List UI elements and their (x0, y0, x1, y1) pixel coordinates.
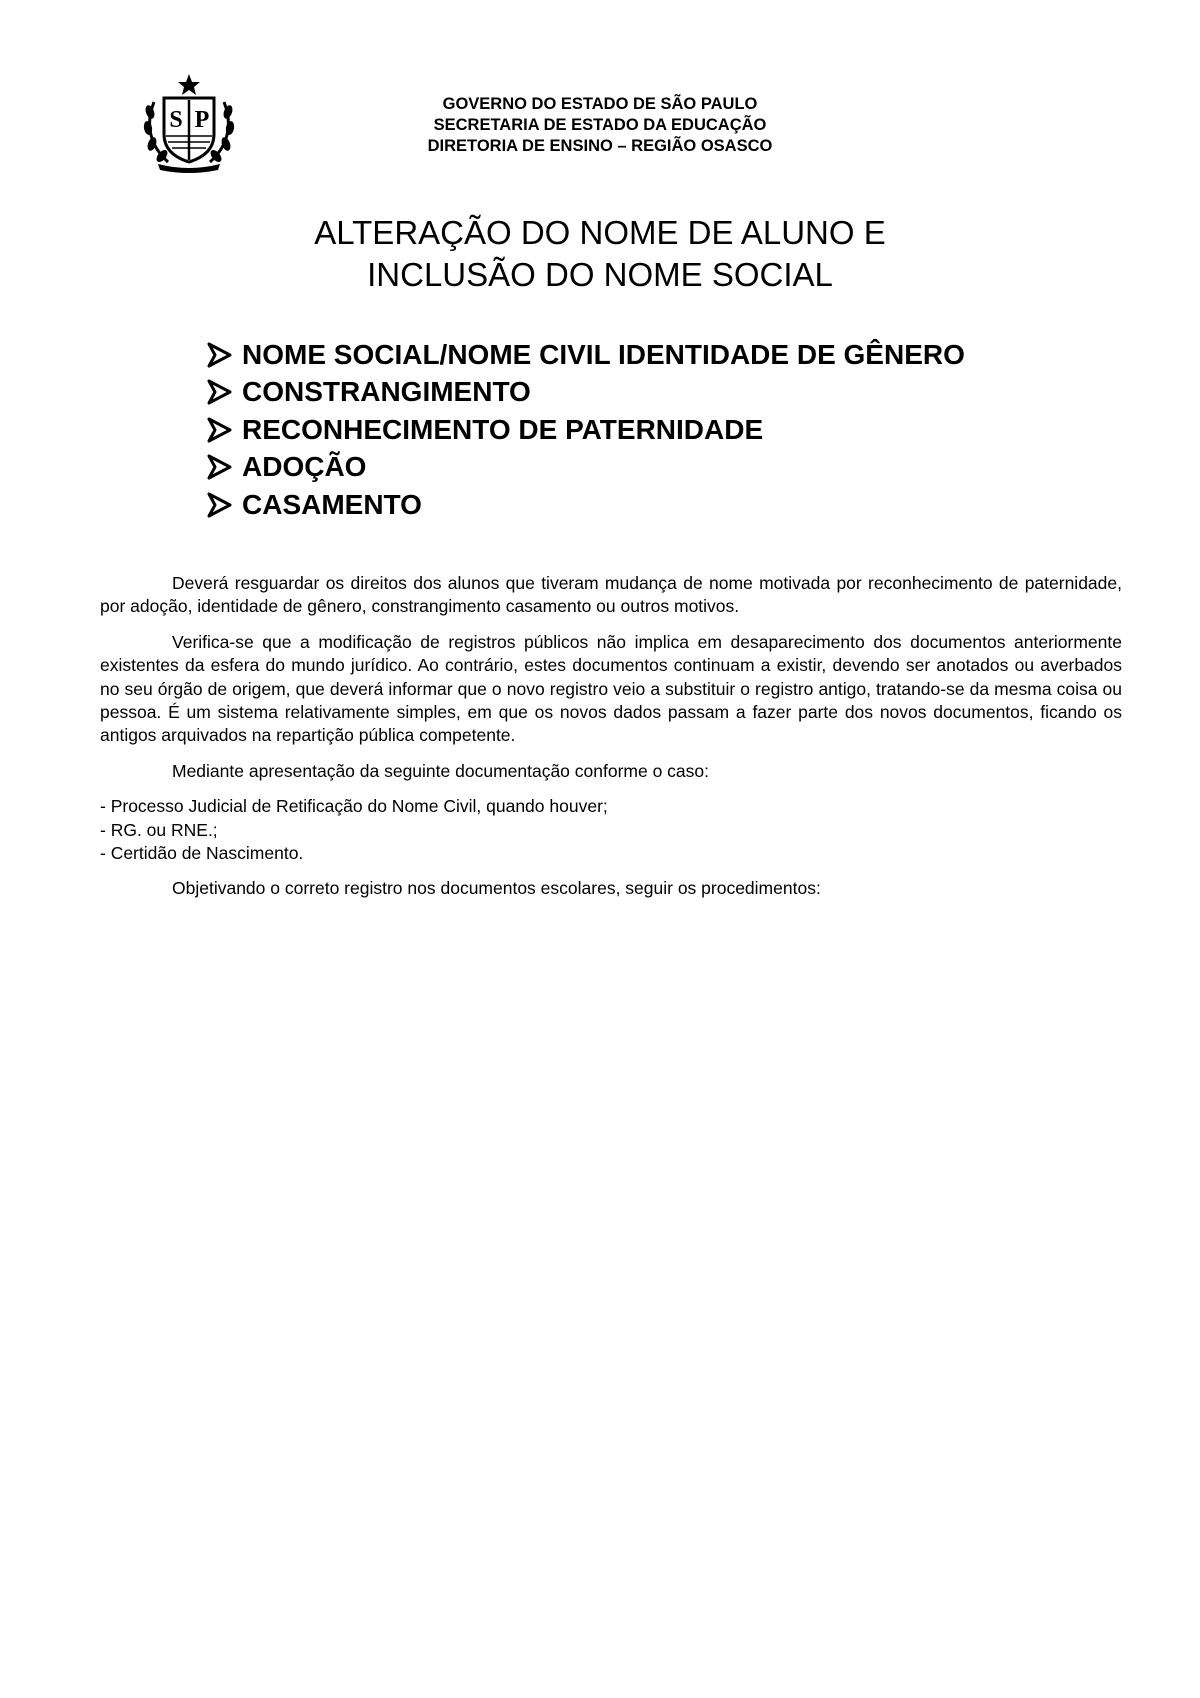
topic-label: NOME SOCIAL/NOME CIVIL IDENTIDADE DE GÊNERO (242, 338, 965, 370)
sao-paulo-coat-of-arms-icon (140, 72, 238, 174)
topic-label: RECONHECIMENTO DE PATERNIDADE (242, 413, 764, 445)
paragraph-procedures: Objetivando o correto registro nos documentos escolares, seguir os procedimentos: (172, 878, 821, 899)
arrowhead-bullet-icon (206, 379, 242, 405)
topic-item (206, 411, 965, 449)
seal-letter-s: S (169, 107, 183, 133)
arrowhead-bullet-icon (206, 417, 242, 443)
topic-item (206, 336, 965, 374)
document-item: - Certidão de Nascimento. (100, 843, 304, 864)
letterhead (300, 94, 900, 157)
paragraph-rights: Deverá resguardar os direitos dos alunos que tiveram mudança de nome motivada por reconhecimento de paternidade, por adoção, identidade de gênero, constrangimento casamento ou outros motivos. (100, 573, 1122, 617)
document-item: - Processo Judicial de Retificação do Nome Civil, quando houver; (100, 796, 608, 817)
topic-list (206, 336, 965, 524)
topic-label: ADOÇÃO (242, 451, 367, 483)
paragraph-documentation-intro: Mediante apresentação da seguinte documentação conforme o caso: (172, 760, 710, 781)
arrowhead-bullet-icon (206, 492, 242, 518)
title-line-2: INCLUSÃO DO NOME SOCIAL (367, 256, 833, 293)
paragraph-records: Verifica-se que a modificação de registros públicos não implica em desaparecimento dos documentos anteriormente existentes da esfera do mundo jurídico. Ao contrário, estes documentos continuam a existir, devendo ser anotados ou averbados no seu órgão de origem, que deverá informar que o novo registro veio a substituir o registro antigo, tratando-se da mesma coisa ou pessoa. É um sistema relativamente simples, em que os novos dados passam a fazer parte dos novos documentos, ficando os antigos arquivados na repartição pública competente. (100, 631, 1122, 746)
arrowhead-bullet-icon (206, 342, 242, 368)
topic-item (206, 449, 965, 487)
seal-letter-p: P (194, 107, 210, 133)
arrowhead-bullet-icon (206, 454, 242, 480)
topic-label: CONSTRANGIMENTO (242, 376, 531, 408)
title-line-1: ALTERAÇÃO DO NOME DE ALUNO E (314, 214, 886, 251)
required-documents-list (100, 795, 1122, 865)
header-line-secretariat: SECRETARIA DE ESTADO DA EDUCAÇÃO (433, 116, 767, 134)
document-body (100, 572, 1122, 913)
document-item: - RG. ou RNE.; (100, 819, 218, 840)
header-line-government: GOVERNO DO ESTADO DE SÃO PAULO (442, 95, 758, 113)
topic-item (206, 486, 965, 524)
topic-item (206, 374, 965, 412)
document-title (120, 212, 1080, 296)
header-line-directorate: DIRETORIA DE ENSINO – REGIÃO OSASCO (427, 137, 773, 155)
topic-label: CASAMENTO (242, 488, 422, 520)
